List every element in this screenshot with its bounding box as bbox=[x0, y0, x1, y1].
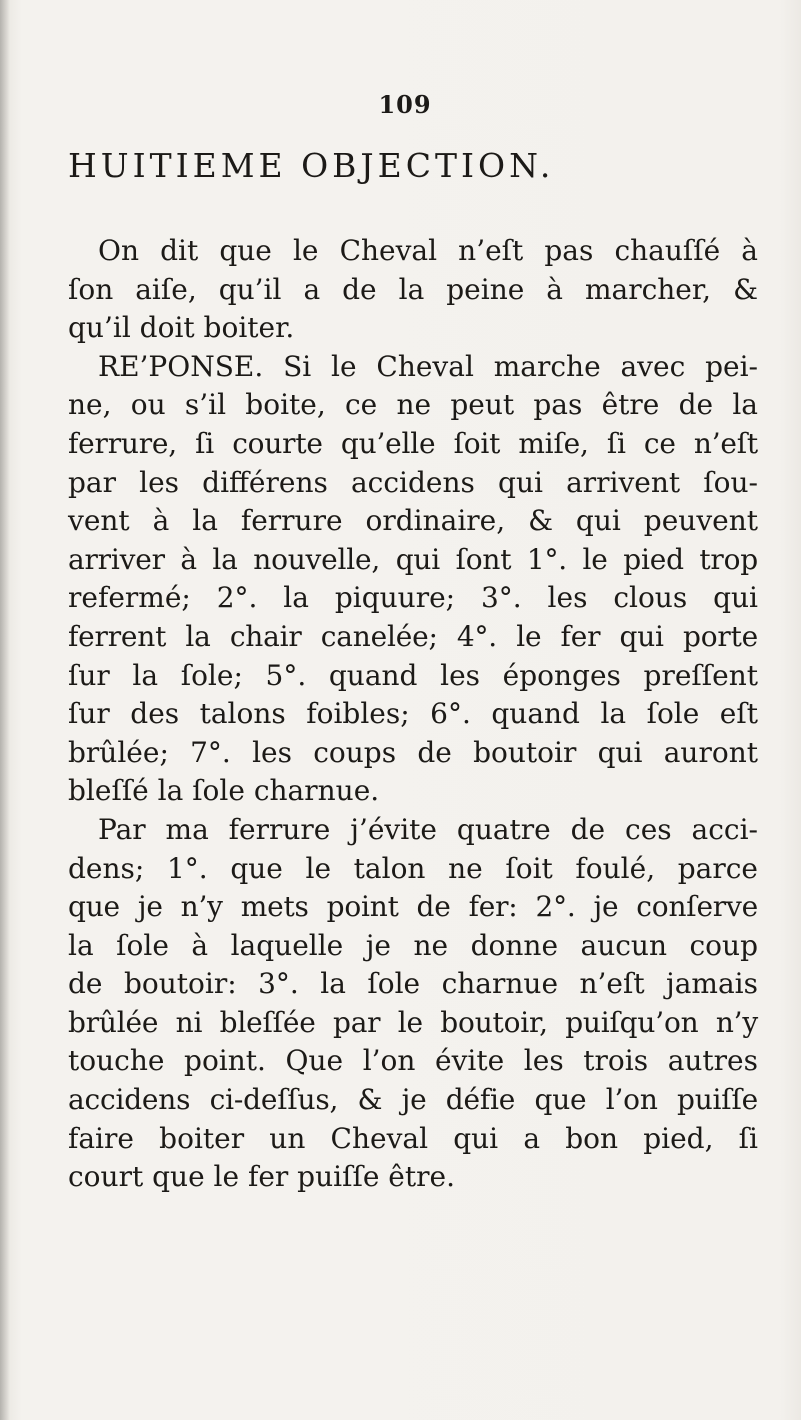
text-line: ferrent la chair canelée; 4°. le fer qui porte bbox=[68, 619, 758, 653]
text-line: On dit que le Cheval n’eſt pas chauſſé à bbox=[98, 234, 758, 267]
text-line: ſur la ſole; 5°. quand les éponges preſſent bbox=[68, 658, 758, 692]
text-line: ſon aiſe, qu’il a de la peine à marcher, & bbox=[68, 272, 758, 306]
text-line: ne, ou s’il boite, ce ne peut pas être de la bbox=[68, 388, 758, 422]
text-line: vent à la ferrure ordinaire, & qui peuvent bbox=[68, 504, 758, 538]
body-text bbox=[68, 232, 758, 1197]
text-line: brûlée ni bleſſée par le boutoir, puiſqu’on n’y bbox=[68, 1005, 758, 1039]
text-line: court que le fer puiſſe être. bbox=[68, 1160, 455, 1194]
text-line: ferrure, ſi courte qu’elle ſoit miſe, ſi ce n’eſt bbox=[68, 426, 758, 460]
text-line: brûlée; 7°. les coups de boutoir qui auront bbox=[68, 735, 758, 769]
text-line: RE’PONSE. Si le Cheval marche avec pei- bbox=[98, 349, 758, 383]
section-heading: HUITIEME OBJECTION. bbox=[68, 146, 555, 185]
text-line: Par ma ferrure j’évite quatre de ces acci- bbox=[98, 812, 758, 846]
text-line: arriver à la nouvelle, qui ſont 1°. le pied trop bbox=[68, 542, 758, 576]
text-line: qu’il doit boiter. bbox=[68, 311, 295, 345]
text-line: touche point. Que l’on évite les trois autres bbox=[68, 1044, 758, 1078]
page-number: 109 bbox=[378, 90, 432, 119]
text-line: de boutoir: 3°. la ſole charnue n’eſt jamais bbox=[68, 967, 758, 1001]
text-line: ſur des talons foibles; 6°. quand la ſole eſt bbox=[68, 697, 758, 731]
text-line: que je n’y mets point de fer: 2°. je conſerve bbox=[68, 890, 758, 924]
binding-shadow bbox=[0, 0, 10, 1420]
text-line: faire boiter un Cheval qui a bon pied, ſi bbox=[68, 1121, 758, 1155]
text-line: la ſole à laquelle je ne donne aucun coup bbox=[68, 928, 758, 962]
text-line: par les différens accidens qui arrivent ſou- bbox=[68, 465, 758, 499]
text-line: refermé; 2°. la piquure; 3°. les clous qui bbox=[68, 581, 758, 615]
text-line: accidens ci-deſſus, & je défie que l’on puiſſe bbox=[68, 1083, 758, 1117]
text-line: dens; 1°. que le talon ne ſoit foulé, parce bbox=[68, 851, 758, 885]
text-line: bleſſé la ſole charnue. bbox=[68, 774, 380, 808]
